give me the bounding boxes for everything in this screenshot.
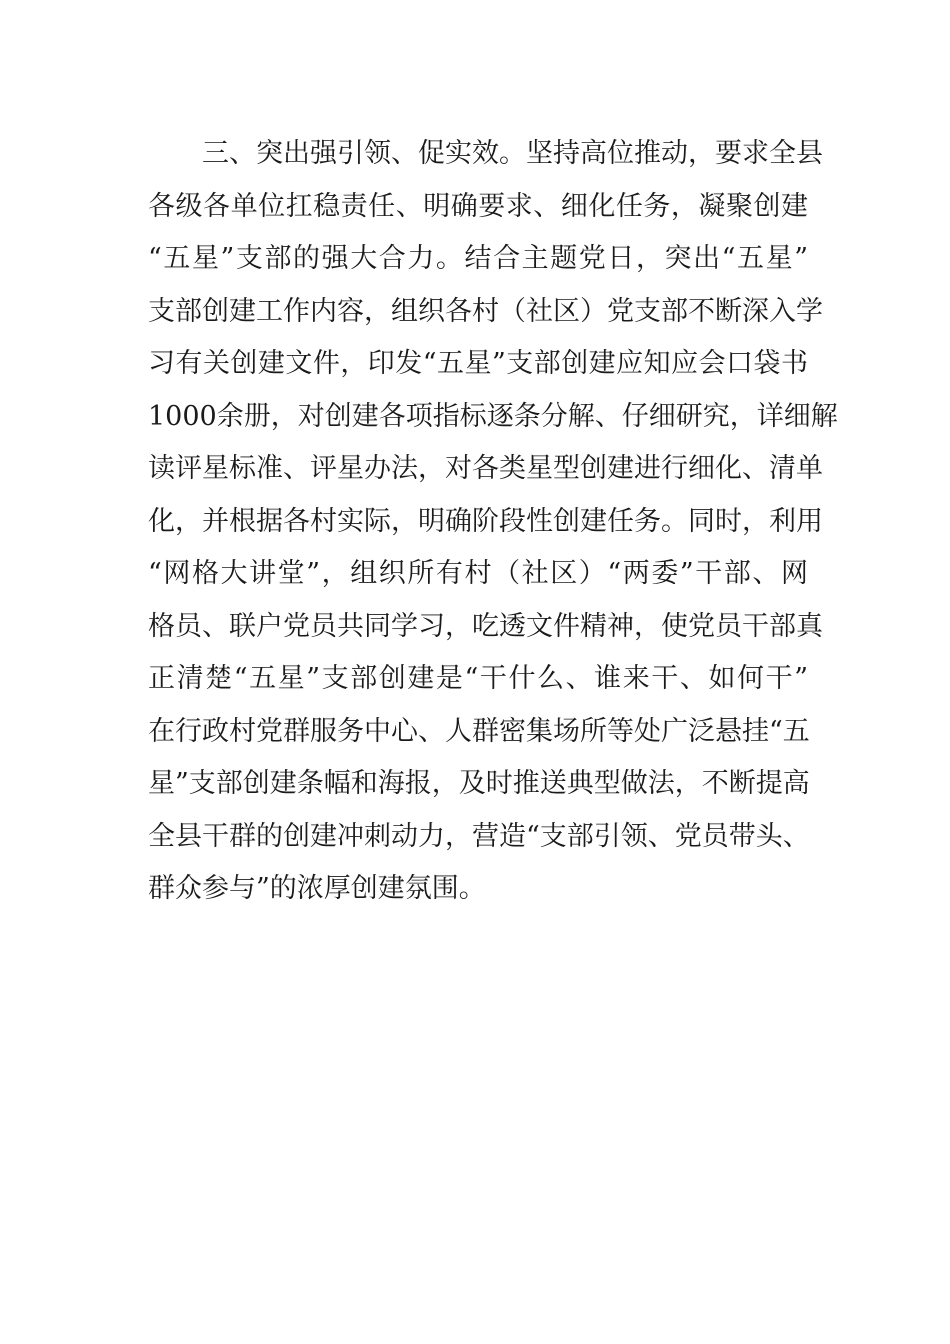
paragraph-line: 习有关创建文件，印发“五星”支部创建应知应会口袋书 xyxy=(148,348,808,379)
paragraph-line: 1000余册，对创建各项指标逐条分解、仔细研究，详细解 xyxy=(148,400,838,432)
paragraph-line: 正清楚“五星”支部创建是“干什么、谁来干、如何干” xyxy=(148,663,808,694)
paragraph-line: 化，并根据各村实际，明确阶段性创建任务。同时，利用 xyxy=(148,505,823,537)
paragraph-line: 读评星标准、评星办法，对各类星型创建进行细化、清单 xyxy=(148,453,823,484)
paragraph-line: 格员、联户党员共同学习，吃透文件精神，使党员干部真 xyxy=(148,610,823,642)
paragraph-line: 在行政村党群服务中心、人群密集场所等处广泛悬挂“五 xyxy=(148,715,810,747)
paragraph-line: 三、突出强引领、促实效。坚持高位推动，要求全县 xyxy=(202,138,823,169)
paragraph-line: 群众参与”的浓厚创建氛围。 xyxy=(148,873,486,904)
paragraph-line: “网格大讲堂”，组织所有村（社区）“两委”干部、网 xyxy=(148,558,808,589)
body-paragraph xyxy=(148,128,838,916)
paragraph-line: 全县干群的创建冲刺动力，营造“支部引领、党员带头、 xyxy=(148,820,810,852)
paragraph-line: 各级各单位扛稳责任、明确要求、细化任务，凝聚创建 xyxy=(148,190,808,222)
paragraph-line: 星”支部创建条幅和海报，及时推送典型做法，不断提高 xyxy=(148,768,810,799)
paragraph-line: 支部创建工作内容，组织各村（社区）党支部不断深入学 xyxy=(148,295,823,327)
paragraph-line: “五星”支部的强大合力。结合主题党日，突出“五星” xyxy=(148,243,808,274)
